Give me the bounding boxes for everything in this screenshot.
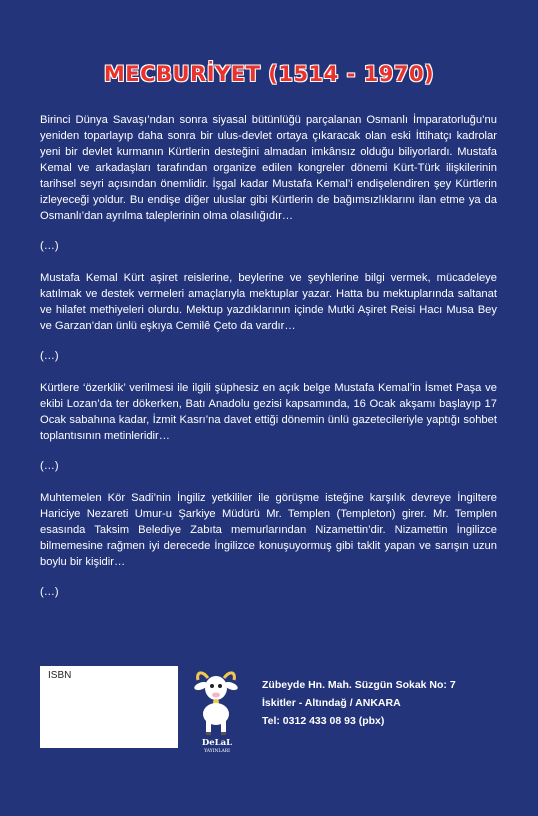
isbn-box [40, 666, 178, 748]
blurb-ellipsis-4: (…) [40, 586, 59, 598]
blurb-paragraph-1: Birinci Dünya Savaşı’ndan sonra siyasal bütünlüğü parçalanan Osmanlı İmparatorluğu’nu yeniden toparlayıp daha sonra bir ulus-devlet ortaya çıkaracak olan eski İttihatçı kadrolar yeni bir devlet kurmanın Kürtlerin desteğini almadan imkânsız olduğu biliyorlardı. Mustafa Kemal ve arkadaşları tarafından organize edilen kongreler dönemi Kürt-Türk ilişkilerinin tarihsel seyri açısından önemlidir. İşgal kadar Mustafa Kemal’i endişelendiren şey Kürtlerin izleyeceği yoldur. Bu endişe diğer uluslar gibi Kürtlerin de bağımsızlıklarını ilan etme ya da Osmanlı’dan ayrılma taleplerinin olma olasılığıdır… [40, 114, 497, 222]
blurb-ellipsis-1: (…) [40, 240, 59, 252]
svg-text:YAYINLARI: YAYINLARI [204, 749, 230, 754]
blurb-paragraph-4: Muhtemelen Kör Sadi’nin İngiliz yetkililer ile görüşme isteğine karşılık devreye İngiltere Hariciye Nezareti Umur-u Şarkiye Müdürü Mr. Templen (Templeton) girer. Mr. Templen esasında Taksim Belediye Zabıta memurlarından Nizamettin’dir. Nizamettin İngilizce bilmemesine rağmen iyi derecede İngilizce konuşuyormuş gibi taklit yapan ve sarışın uzun boylu bir kişidir… [40, 492, 497, 568]
book-title: MECBURİYET (1514 - 1970) [103, 62, 435, 86]
blurb-paragraph-2: Mustafa Kemal Kürt aşiret reislerine, beylerine ve şeyhlerine bilgi vermek, mücadeleye katılmak ve destek vermeleri amaçlarıyla mektuplar yazar. Hatta bu mektuplarında saltanat ve hilafet methiyeleri olurdu. Mektup yazdıklarının içinde Mutki Aşiret Reisi Hacı Musa Bey ve Garzan’dan ünlü eşkıya Cemilê Çeto da vardır… [40, 272, 497, 332]
address-phone: Tel: 0312 433 08 93 (pbx) [262, 715, 385, 727]
svg-text:DeLaL: DeLaL [201, 738, 233, 748]
address-line-2: İskitler - Altındağ / ANKARA [262, 697, 401, 709]
publisher-logo [188, 664, 246, 754]
blurb-ellipsis-3: (…) [40, 460, 59, 472]
address-line-1: Zübeyde Hn. Mah. Süzgün Sokak No: 7 [262, 679, 456, 691]
publisher-address [262, 676, 502, 730]
blurb-text [40, 112, 497, 616]
goat-logo-icon [188, 664, 246, 754]
blurb-paragraph-3: Kürtlere ‘özerklik’ verilmesi ile ilgili şüphesiz en açık belge Mustafa Kemal’in İsmet Paşa ve ekibi Lozan’da ter dökerken, Batı Anadolu gezisi kapsamında, 16 Ocak akşamı başlayıp 17 Ocak sabahına kadar, İzmit Kasrı’na davet ettiği dönemin ünlü gazetecileriyle yaptığı sohbet toplantısının metinleridir… [40, 382, 497, 442]
isbn-label: ISBN [48, 670, 72, 681]
blurb-ellipsis-2: (…) [40, 350, 59, 362]
